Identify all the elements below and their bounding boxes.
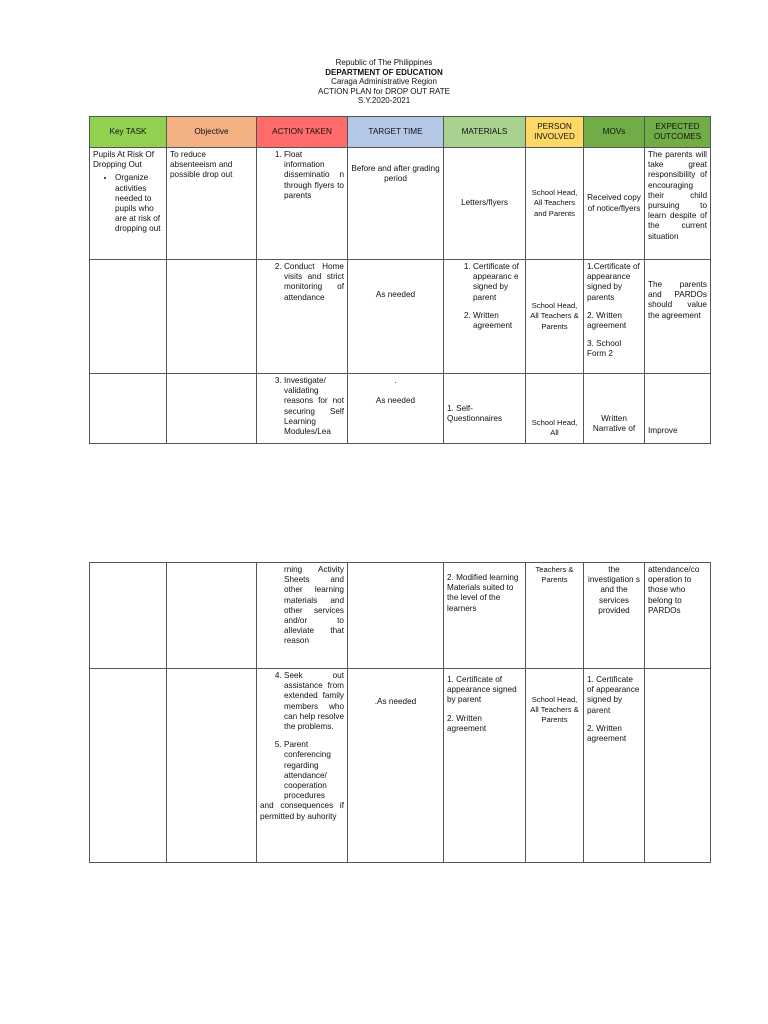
header-plan-title: ACTION PLAN for DROP OUT RATE (317, 86, 451, 96)
cell-movs: 1. Certificate of appearance signed by parent 2. Written agreement (584, 669, 645, 863)
cell-objective (167, 669, 257, 863)
cell-person: School Head, All Teachers and Parents (526, 148, 584, 260)
col-target-time: TARGET TIME (348, 117, 444, 148)
col-key-task: Key TASK (90, 117, 167, 148)
cell-objective (167, 260, 257, 374)
cell-key-task (90, 374, 167, 444)
cell-target: . As needed (348, 374, 444, 444)
table-row (90, 148, 711, 260)
cell-action: 2. Conduct Home visits and strict monitoring of attendance (257, 260, 348, 374)
cell-materials: 2. Modified learning Materials suited to the level of the learners (444, 563, 526, 669)
cell-objective (167, 563, 257, 669)
cell-key-task (90, 563, 167, 669)
cell-outcome: The parents and PARDOs should value the agreement (645, 260, 711, 374)
cell-movs: Written Narrative of (584, 374, 645, 444)
table-row (90, 374, 711, 444)
document-header (0, 58, 768, 106)
cell-person: School Head, All (526, 374, 584, 444)
cell-outcome (645, 669, 711, 863)
table-row (90, 563, 711, 669)
table-row (90, 669, 711, 863)
header-republic: Republic of The Philippines (335, 58, 433, 67)
key-task-bullet: • Organize activities needed to pupils who are at risk of dropping out (115, 173, 163, 234)
cell-person: Teachers & Parents (526, 563, 584, 669)
cell-target: Before and after grading period (348, 148, 444, 260)
table-row (90, 260, 711, 374)
cell-key-task: Pupils At Risk Of Dropping Out • Organize activities needed to pupils who are at risk of dropping out (90, 148, 167, 260)
cell-objective: To reduce absenteeism and possible drop out (167, 148, 257, 260)
col-movs: MOVs (584, 117, 645, 148)
cell-person: School Head, All Teachers & Parents (526, 669, 584, 863)
cell-action: 4. Seek out assistance from extended family members who can help resolve the problems. 5. Parent conferencing regarding attendance/ cooperation procedures and consequences if permitted by auhority (257, 669, 348, 863)
header-region: Caraga Administrative Region (331, 77, 437, 87)
cell-outcome: The parents will take great responsibility of encouraging their child pursuing to learn despite of the current situation (645, 148, 711, 260)
col-materials: MATERIALS (444, 117, 526, 148)
cell-target: .As needed (348, 669, 444, 863)
cell-materials: 1. Certificate of appearance signed by parent 2. Written agreement (444, 669, 526, 863)
cell-materials: 1. Self-Questionnaires (444, 374, 526, 444)
cell-outcome: attendance/co operation to those who belong to PARDOs (645, 563, 711, 669)
cell-movs: 1.Certificate of appearance signed by parents 2. Written agreement 3. School Form 2 (584, 260, 645, 374)
cell-materials: Letters/flyers (444, 148, 526, 260)
cell-movs: the investigation s and the services provided (584, 563, 645, 669)
cell-action: rning Activity Sheets and other learning materials and other services and/or to alleviate that reason (257, 563, 348, 669)
cell-outcome: Improve (645, 374, 711, 444)
cell-target: As needed (348, 260, 444, 374)
cell-key-task (90, 260, 167, 374)
col-objective: Objective (167, 117, 257, 148)
cell-person: School Head, All Teachers & Parents (526, 260, 584, 374)
col-expected-outcomes: EXPECTED OUTCOMES (645, 117, 711, 148)
cell-materials: 1. Certificate of appearanc e signed by parent 2. Written agreement (444, 260, 526, 374)
cell-objective (167, 374, 257, 444)
action-plan-table-page1 (89, 116, 711, 444)
header-department: DEPARTMENT OF EDUCATION (325, 67, 443, 77)
table-header-row (90, 117, 711, 148)
cell-movs: Received copy of notice/flyers (584, 148, 645, 260)
cell-action: 1. Float information disseminatio n through flyers to parents (257, 148, 348, 260)
cell-action: 3. Investigate/ validating reasons for not securing Self Learning Modules/Lea (257, 374, 348, 444)
header-school-year: S.Y.2020-2021 (357, 96, 411, 106)
cell-target (348, 563, 444, 669)
col-action-taken: ACTION TAKEN (257, 117, 348, 148)
action-plan-table-page2 (89, 562, 711, 863)
cell-key-task (90, 669, 167, 863)
col-person-involved: PERSON INVOLVED (526, 117, 584, 148)
